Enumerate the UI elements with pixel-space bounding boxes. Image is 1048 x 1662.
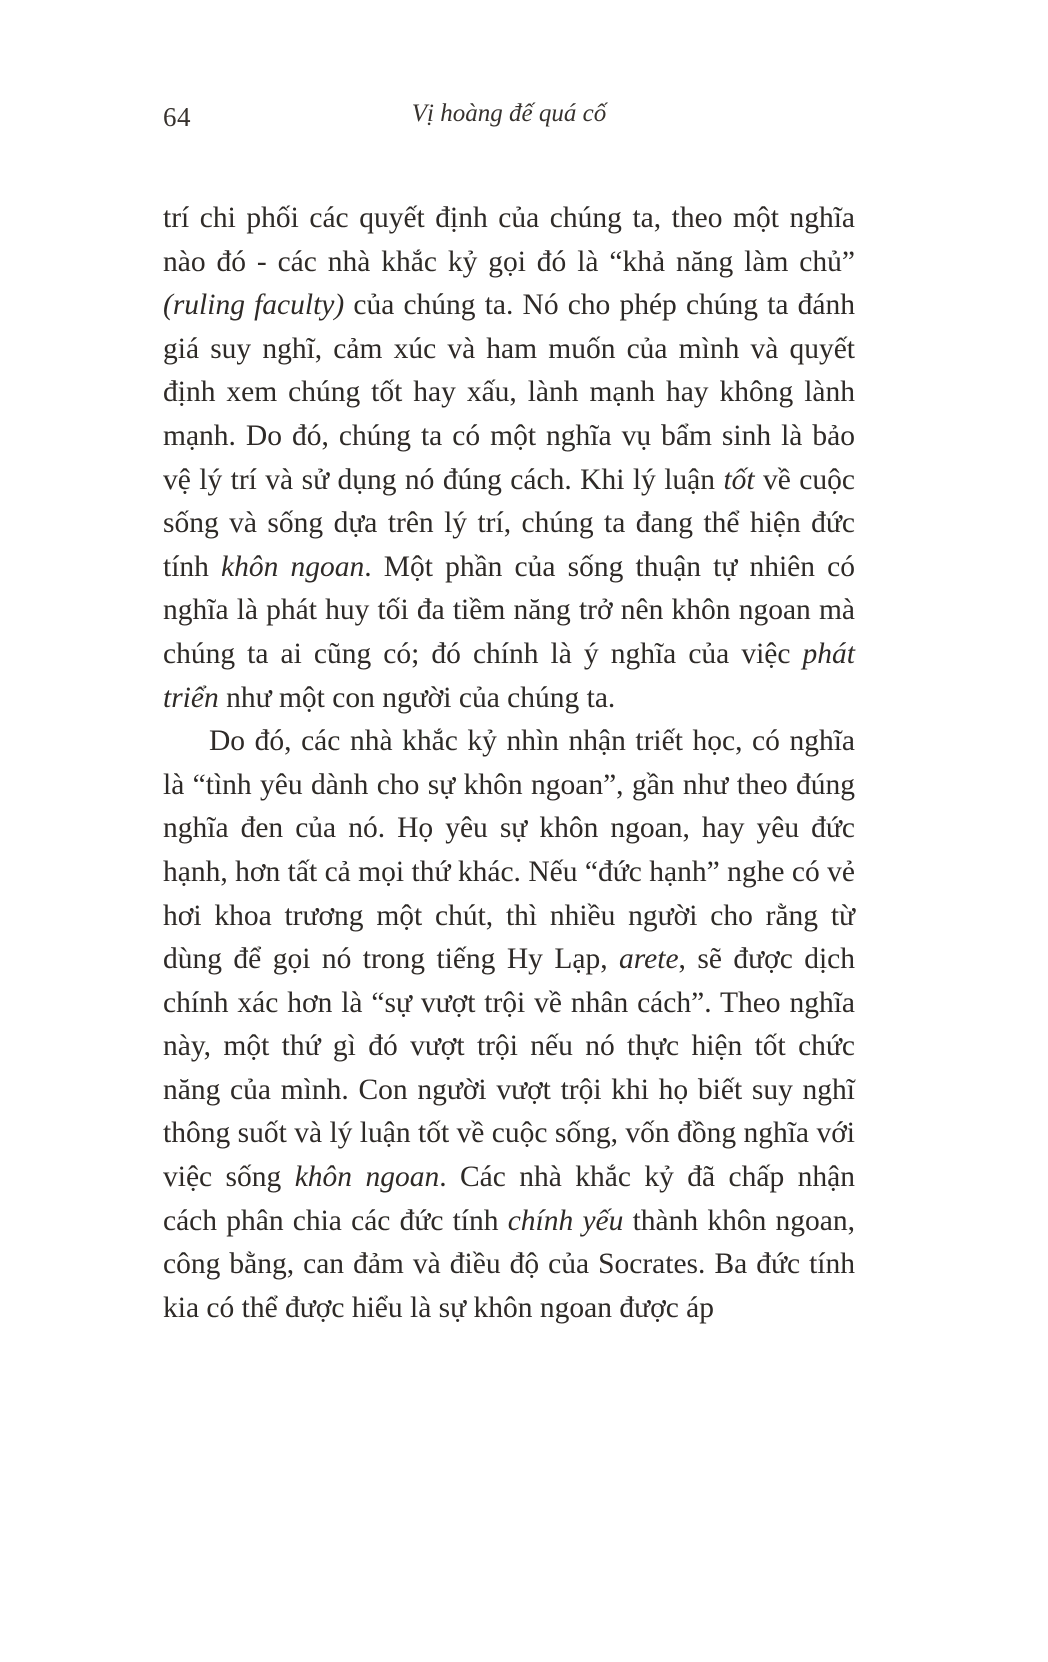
italic-segment: phát triển <box>163 637 855 714</box>
page-number: 64 <box>163 102 191 132</box>
text-segment: của chúng ta. Nó cho phép chúng ta đánh giá suy nghĩ, cảm xúc và ham muốn của mình và quyết định xem chúng tốt hay xấu, lành mạnh hay không lành mạnh. Do đó, chúng ta có một nghĩa vụ bẩm sinh là bảo vệ lý trí và sử dụng nó đúng cách. Khi lý luận <box>163 289 855 496</box>
italic-segment: khôn ngoan <box>221 550 365 583</box>
paragraph-2 <box>163 720 855 1330</box>
italic-segment: khôn ngoan <box>294 1161 440 1194</box>
italic-segment: chính yếu <box>507 1204 624 1237</box>
text-segment: về cuộc sống và sống dựa trên lý trí, chúng ta đang thể hiện đức tính <box>163 463 855 583</box>
italic-segment: arete <box>619 943 679 976</box>
running-title: Vị hoàng đế quá cố <box>411 100 607 127</box>
text-segment: Do đó, các nhà khắc kỷ nhìn nhận triết học, có nghĩa là “tình yêu dành cho sự khôn ngoan”, gần như theo đúng nghĩa đen của nó. Họ yêu sự khôn ngoan, hay yêu đức hạnh, hơn tất cả mọi thứ khác. Nếu “đức hạnh” nghe có vẻ hơi khoa trương một chút, thì nhiều người cho rằng từ dùng để gọi nó trong tiếng Hy Lạp, <box>163 725 855 976</box>
italic-segment: (ruling faculty) <box>163 289 345 322</box>
paragraph-1 <box>163 197 855 720</box>
text-segment: trí chi phối các quyết định của chúng ta, theo một nghĩa nào đó - các nhà khắc kỷ gọi đó là “khả năng làm chủ” <box>163 202 855 278</box>
text-segment: . Một phần của sống thuận tự nhiên có nghĩa là phát huy tối đa tiềm năng trở nên khôn ngoan mà chúng ta ai cũng có; đó chính là ý nghĩa của việc <box>163 550 855 670</box>
body-text <box>163 197 855 1330</box>
text-segment: , sẽ được dịch chính xác hơn là “sự vượt trội về nhân cách”. Theo nghĩa này, một thứ gì đó vượt trội nếu nó thực hiện tốt chức năng của mình. Con người vượt trội khi họ biết suy nghĩ thông suốt và lý luận tốt về cuộc sống, vốn đồng nghĩa với việc sống <box>163 943 855 1194</box>
text-segment: như một con người của chúng ta. <box>218 681 616 714</box>
text-segment: thành khôn ngoan, công bằng, can đảm và điều độ của Socrates. Ba đức tính kia có thể được hiểu là sự khôn ngoan được áp <box>163 1204 855 1324</box>
page-header <box>163 100 855 140</box>
italic-segment: tốt <box>723 463 755 496</box>
text-segment: . Các nhà khắc kỷ đã chấp nhận cách phân chia các đức tính <box>163 1161 855 1237</box>
